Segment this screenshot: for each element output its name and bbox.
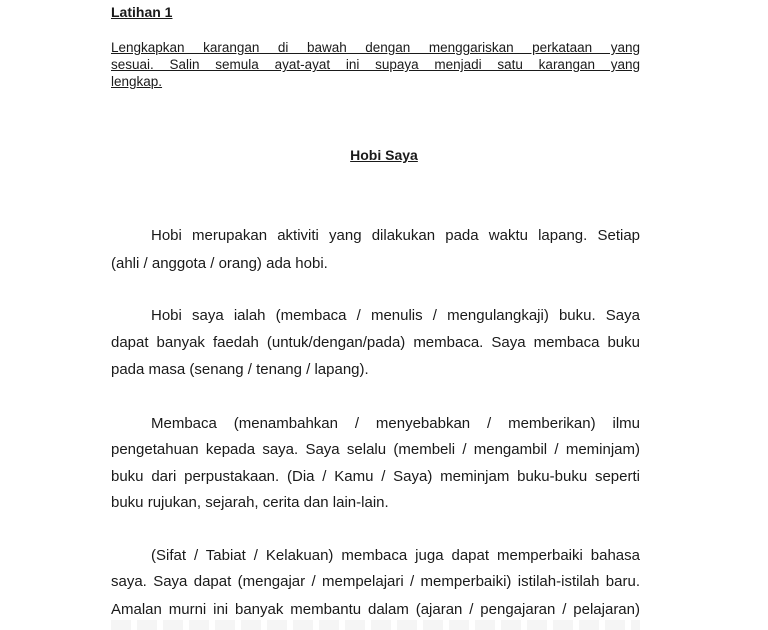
exercise-title: Latihan 1 [111, 4, 173, 20]
paragraph-line: buku dari perpustakaan. (Dia / Kamu / Saya) meminjam buku-buku seperti [111, 468, 640, 485]
paragraph-line: pengetahuan kepada saya. Saya selalu (membeli / mengambil / meminjam) [111, 441, 640, 458]
paragraph-line: Hobi merupakan aktiviti yang dilakukan pada waktu lapang. Setiap [151, 227, 640, 244]
instruction-line: Lengkapkan karangan di bawah dengan menggariskan perkataan yang [111, 40, 640, 55]
cut-off-text-line [111, 620, 640, 630]
paragraph-line: saya. Saya dapat (mengajar / mempelajari / memperbaiki) istilah-istilah baru. [111, 573, 640, 590]
instruction-line: lengkap. [111, 74, 163, 89]
paragraph-line: (Sifat / Tabiat / Kelakuan) membaca juga dapat memperbaiki bahasa [151, 547, 640, 564]
essay-title: Hobi Saya [350, 147, 418, 163]
instruction-line: sesuai. Salin semula ayat-ayat ini supaya menjadi satu karangan yang [111, 57, 640, 72]
paragraph-line: dapat banyak faedah (untuk/dengan/pada) membaca. Saya membaca buku [111, 334, 640, 351]
paragraph-line: buku rujukan, sejarah, cerita dan lain-lain. [111, 494, 389, 511]
paragraph-line: Hobi saya ialah (membaca / menulis / mengulangkaji) buku. Saya [151, 307, 640, 324]
paragraph-line: Amalan murni ini banyak membantu dalam (ajaran / pengajaran / pelajaran) [111, 601, 640, 618]
paragraph-line: pada masa (senang / tenang / lapang). [111, 361, 369, 378]
paragraph-line: Membaca (menambahkan / menyebabkan / memberikan) ilmu [151, 415, 640, 432]
paragraph-line: (ahli / anggota / orang) ada hobi. [111, 255, 328, 272]
